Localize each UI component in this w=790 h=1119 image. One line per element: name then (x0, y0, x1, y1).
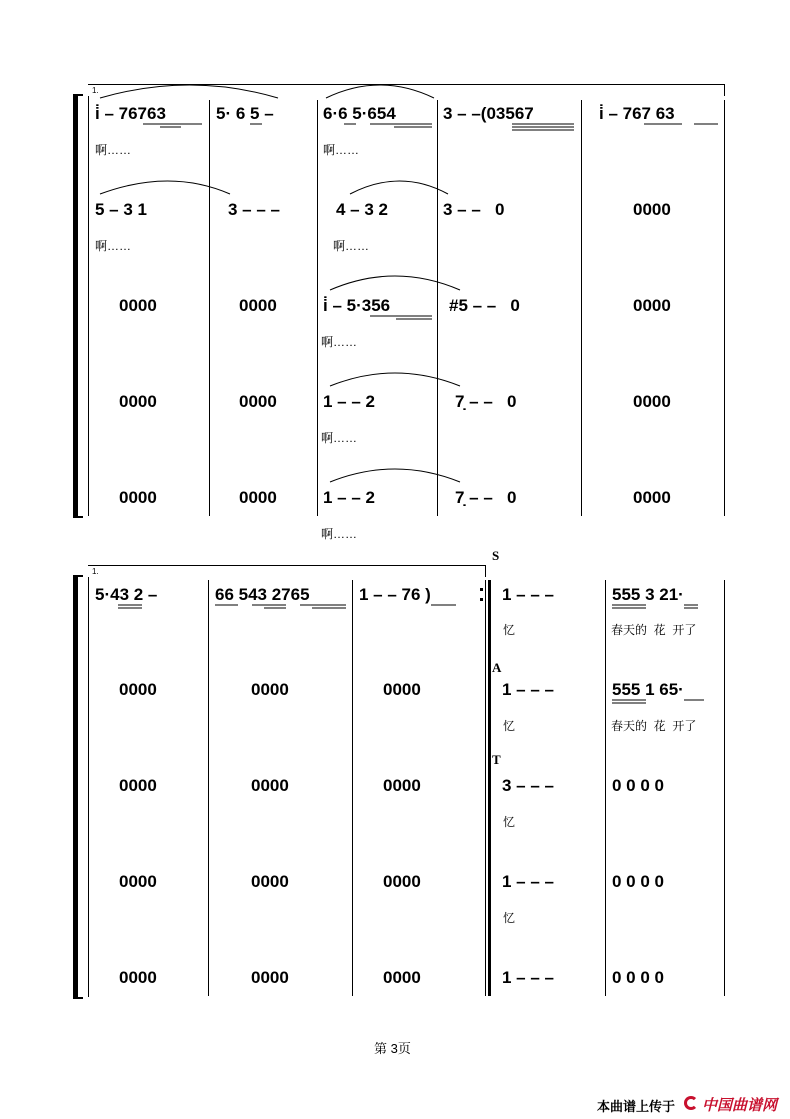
measure: 0000 (251, 680, 289, 699)
lyric: 啊…… (95, 143, 132, 157)
measure: 3 – – 0 (443, 200, 505, 219)
measure: i̇ – 5·356 (323, 296, 391, 315)
measure: 0000 (119, 392, 157, 411)
lyric: 啊…… (321, 335, 358, 349)
page-number: 第 3页 (374, 1041, 411, 1056)
measure: 0000 (239, 488, 277, 507)
measure: #5 – – 0 (449, 296, 520, 315)
upload-credit: 本曲谱上传于 (597, 1099, 676, 1114)
volta-label: 1. (92, 86, 99, 95)
measure: 1 – – 76 ) (359, 585, 431, 604)
part-label-soprano: S (492, 548, 500, 563)
part-label-alto: A (492, 660, 502, 675)
slur (330, 469, 460, 482)
lyric: 啊…… (321, 527, 358, 541)
measure: 6·6 5·654 (323, 104, 396, 123)
lyric: 啊…… (95, 239, 132, 253)
measure: 0000 (119, 872, 157, 891)
measure: 4 – 3 2 (336, 200, 388, 219)
measure: 0000 (633, 296, 671, 315)
measure: 0000 (119, 776, 157, 795)
measure: i̇ – 767 63 (599, 104, 675, 123)
measure: 66 543 2765 (215, 585, 310, 604)
lyric: 春天的 花 开了 (611, 623, 697, 637)
measure: 1 – – 2 (323, 488, 375, 507)
measure: 0000 (239, 296, 277, 315)
measure: 0000 (383, 680, 421, 699)
volta-label: 1. (92, 567, 99, 576)
measure: 0000 (383, 776, 421, 795)
site-logo[interactable]: 中国曲谱网 (702, 1097, 778, 1114)
measure: 0000 (383, 968, 421, 987)
part-label-tenor: T (492, 752, 501, 767)
lyric: 春天的 花 开了 (611, 719, 697, 733)
measure: 0000 (239, 392, 277, 411)
lyric: 啊…… (321, 431, 358, 445)
measure: 1 – – – (502, 585, 554, 604)
logo-icon (684, 1096, 698, 1110)
measure: 0000 (119, 296, 157, 315)
measure: 1 – – – (502, 968, 554, 987)
measure: 1 – – – (502, 872, 554, 891)
measure: 1 – – 2 (323, 392, 375, 411)
measure: 1 – – – (502, 680, 554, 699)
measure: 0 0 0 0 (612, 968, 664, 987)
measure: 5· 6 5 – (216, 104, 274, 123)
measure: 0000 (251, 872, 289, 891)
measure: 0000 (119, 488, 157, 507)
measure: 3 – – – (502, 776, 554, 795)
measure: 5 – 3 1 (95, 200, 147, 219)
lyric: 忆 (503, 911, 516, 925)
measure: 0000 (633, 488, 671, 507)
slur (330, 276, 460, 290)
measure: 3 – – – (228, 200, 280, 219)
measure: 0000 (251, 968, 289, 987)
measure: 0000 (119, 968, 157, 987)
lyric: 啊…… (333, 239, 370, 253)
measure: 0 0 0 0 (612, 776, 664, 795)
slur (330, 373, 460, 386)
slur (326, 85, 434, 98)
measure: 0 0 0 0 (612, 872, 664, 891)
measure: 555 3 21· (612, 585, 684, 604)
measure: 0000 (633, 200, 671, 219)
measure: 3 – –(03567 (443, 104, 534, 123)
measure: i̇ – 76763 (95, 104, 166, 123)
lyric: 忆 (503, 815, 516, 829)
measure: 7̣ – – 0 (455, 392, 517, 411)
slur (100, 85, 278, 98)
measure: 0000 (119, 680, 157, 699)
measure: 5·43 2 – (95, 585, 158, 604)
lyric: 忆 (503, 719, 516, 733)
lyric: 啊…… (323, 143, 360, 157)
slur (100, 181, 230, 194)
lyric: 忆 (503, 623, 516, 637)
measure: 0000 (383, 872, 421, 891)
measure: 7̣ – – 0 (455, 488, 517, 507)
measure: 555 1 65· (612, 680, 684, 699)
measure: 0000 (251, 776, 289, 795)
slur (350, 181, 448, 194)
measure: 0000 (633, 392, 671, 411)
